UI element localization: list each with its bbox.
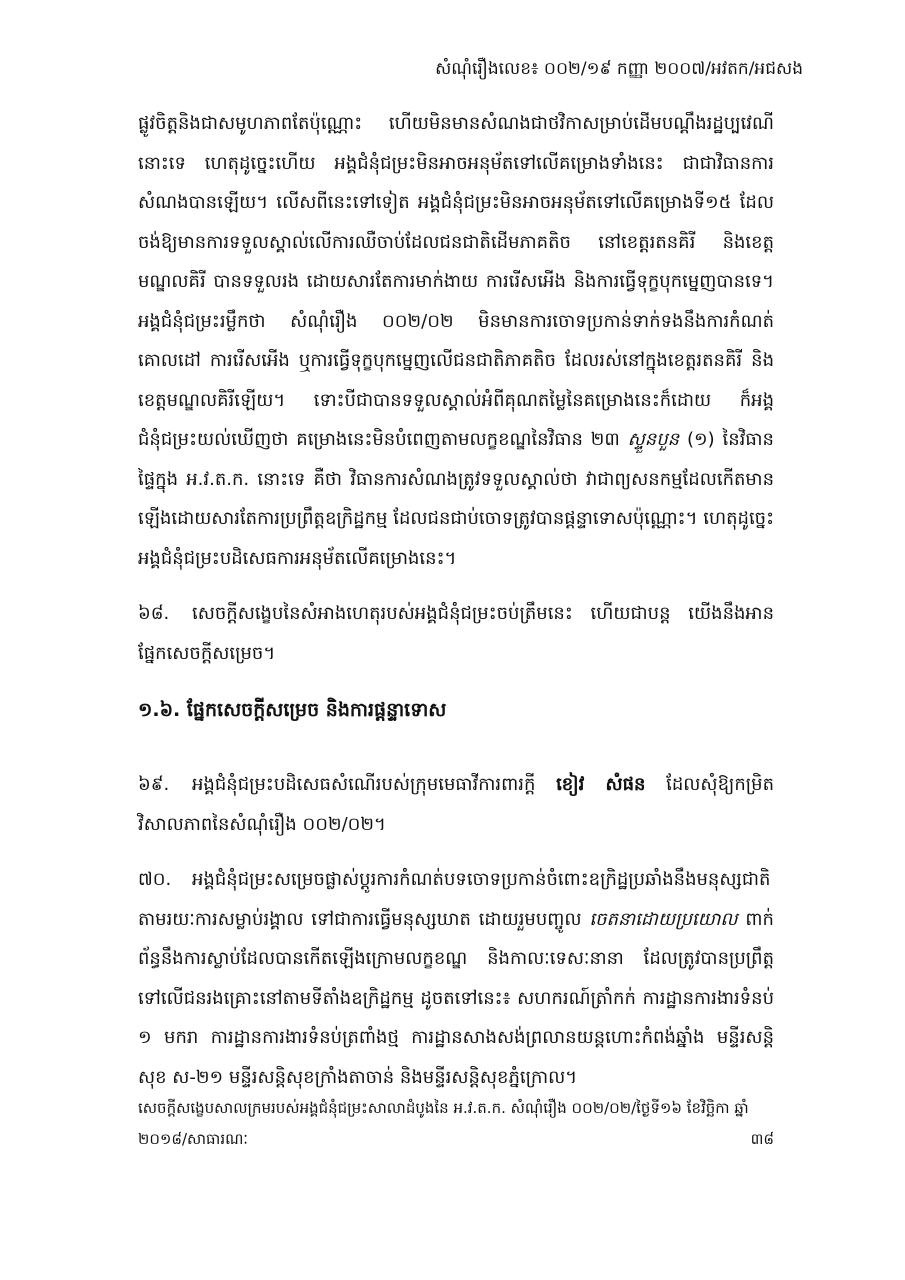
paragraph-69	[138, 765, 774, 844]
section-heading: ១.៦. ផ្នែកសេចក្ដីសម្រេច និងការផ្ដន្ទាទោស	[138, 699, 447, 721]
paragraph-69-text-a: អង្គជំនុំជម្រះបដិសេធសំណើរបស់ក្រុមមេធាវីការពារក្ដី	[192, 774, 536, 795]
document-body	[138, 104, 774, 1097]
footer-line-1: សេចក្ដីសង្ខេបសាលក្រមរបស់អង្គជំនុំជម្រះសាលាដំបូងនៃ អ.វ.ត.ក. សំណុំរឿង ០០២/០២/ថ្ងៃទី១៦ ខែវិច្ឆិកា ឆ្នាំ	[138, 1099, 749, 1117]
paragraph-68	[138, 594, 774, 673]
page-footer	[138, 1093, 774, 1155]
footer-line-2: ២០១៨/សាធារណៈ	[138, 1130, 248, 1148]
paragraph-69-text-b: ដែលសុំឱ្យកម្រិតវិសាលភាពនៃសំណុំរឿង ០០២/០២។	[138, 774, 774, 835]
paragraph-70-italic-term: ចេតនាដោយប្រយោល	[589, 908, 738, 930]
paragraph-68-text: សេចក្ដីសង្ខេបនៃសំអាងហេតុរបស់អង្គជំនុំជម្រះចប់ត្រឹមនេះ ហើយជាបន្ត យើងនឹងអានផ្នែកសេចក្ដីសម្រេច។	[138, 603, 774, 664]
paragraph-70-number: ៧០.	[138, 869, 172, 890]
paragraph-68-number: ៦៨.	[138, 603, 170, 624]
paragraph-continuation	[138, 104, 774, 578]
paragraph-70-text-b: ពាក់ព័ន្ធនឹងការស្លាប់ដែលបានកើតឡើងក្រោមលក្ខខណ្ឌ និងកាលៈទេសៈនានា ដែលត្រូវបានប្រព្រឹត្តទៅលើជនរងគ្រោះនៅតាមទីតាំងឧក្រិដ្ឋកម្ម ដូចតទៅនេះ៖ សហករណ៍ត្រាំកក់ ការដ្ឋានការងារទំនប់ ១ មករា ការដ្ឋានការងារទំនប់ត្រពាំងថ្ម ការដ្ឋានសាងសង់ព្រលានយន្តហោះកំពង់ឆ្នាំង មន្ទីរសន្តិសុខ ស-២១ មន្ទីរសន្តិសុខក្រាំងតាចាន់ និងមន្ទីរសន្តិសុខភ្នំក្រោល។	[138, 908, 774, 1088]
continuation-tail-text: (១) នៃវិធានផ្ទៃក្នុង អ.វ.ត.ក. នោះទេ គឺថា វិធានការសំណងត្រូវទទួលស្គាល់ថា វាជាព្យសនកម្មដែលកើតមានឡើងដោយសារតែការប្រព្រឹត្តឧក្រិដ្ឋកម្ម ដែលជនជាប់ចោទត្រូវបានផ្ដន្ទាទោសប៉ុណ្ណោះ។ ហេតុដូច្នេះ អង្គជំនុំជម្រះបដិសេធការអនុម័តលើគម្រោងនេះ។	[138, 429, 774, 569]
paragraph-69-number: ៦៩.	[138, 774, 170, 795]
footer-line-2-row	[138, 1124, 774, 1155]
continuation-text: ផ្លូវចិត្តនិងជាសមូហភាពតែប៉ុណ្ណោះ ហើយមិនមានសំណងជាថវិកាសម្រាប់ដើមបណ្ដឹងរដ្ឋប្បវេណីនោះទេ ហេតុដូច្នេះហើយ អង្គជំនុំជម្រះមិនអាចអនុម័តទៅលើគម្រោងទាំងនេះ ជាជាវិធានការសំណងបានឡើយ។ លើសពីនេះទៅទៀត អង្គជំនុំជម្រះមិនអាចអនុម័តទៅលើគម្រោងទី១៥ ដែលចង់ឱ្យមានការទទួលស្គាល់លើការឈឺចាប់ដែលជនជាតិដើមភាគតិច នៅខេត្តរតនគិរី និងខេត្តមណ្ឌលគិរី បានទទួលរង ដោយសារតែការមាក់ងាយ ការរើសអើង និងការធ្វើទុក្ខបុកម្នេញបានទេ។ អង្គជំនុំជម្រះរម្លឹកថា សំណុំរឿង ០០២/០២ មិនមានការចោទប្រកាន់ទាក់ទងនឹងការកំណត់គោលដៅ ការរើសអើង ឬការធ្វើទុក្ខបុកម្នេញលើជនជាតិភាគតិច ដែលរស់នៅក្នុងខេត្តរតនគិរី និងខេត្តមណ្ឌលគិរីឡើយ។ ទោះបីជាបានទទួលស្គាល់អំពីគុណតម្លៃនៃគម្រោងនេះក៏ដោយ ក៏អង្គជំនុំជម្រះយល់ឃើញថា គម្រោងនេះមិនបំពេញតាមលក្ខខណ្ឌនៃវិធាន ២៣	[138, 113, 774, 450]
paragraph-70-text-a: អង្គជំនុំជម្រះសម្រេចផ្លាស់ប្ដូរការកំណត់បទចោទប្រកាន់ចំពោះឧក្រិដ្ឋប្រឆាំងនឹងមនុស្សជាតិ តាមរយៈការសម្លាប់រង្គាល ទៅជាការធ្វើមនុស្សឃាត ដោយរួមបញ្ចូល	[138, 869, 771, 930]
continuation-italic-term: ស្ទួនបួន	[627, 429, 680, 450]
case-reference-header: សំណុំរឿងលេខ៖ ០០២/១៩ កញ្ញា ២០០៧/អវតក/អជសង	[435, 59, 803, 79]
paragraph-69-defendant-name: ខៀវ សំផន	[556, 774, 646, 795]
page-number: ៣៨	[750, 1130, 774, 1148]
paragraph-70	[138, 860, 774, 1097]
